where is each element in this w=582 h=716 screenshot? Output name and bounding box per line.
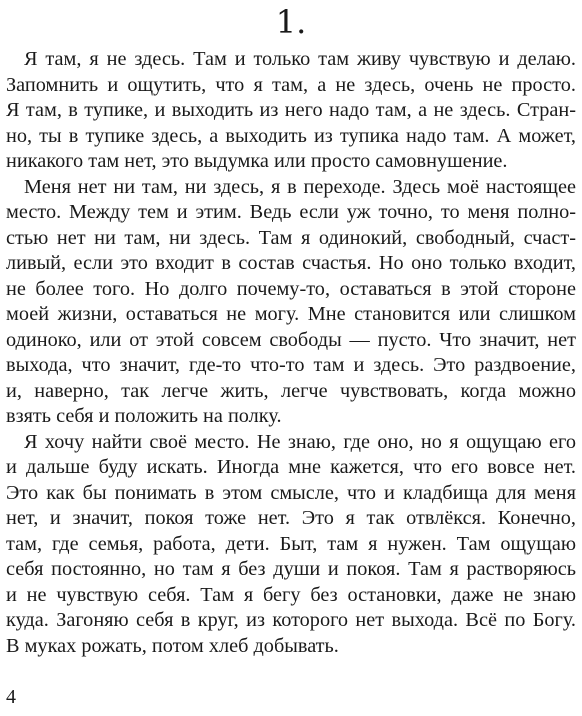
text-line: никакого там нет, это выдумка или просто самовнушение.	[6, 150, 508, 172]
text-line: и дальше буду искать. Иногда мне кажется, что его вовсе нет.	[6, 456, 576, 478]
text-line: выхода, что значит, где-то что-то там и здесь. Это раздвоение,	[6, 354, 576, 376]
text-line: и, наверно, так легче жить, легче чувствовать, когда можно	[6, 379, 576, 402]
text-line: взять себя и положить на полку.	[6, 405, 282, 427]
chapter-number: 1.	[275, 3, 307, 41]
text-line: но, ты в тупике здесь, а выходить из тупика надо там. А может,	[6, 124, 576, 147]
text-line: и не чувствую себя. Там я бегу без остановки, даже не знаю	[6, 583, 576, 606]
text-line: ливый, если это входит в состав счастья. Но оно только входит,	[6, 252, 576, 274]
text-line: место. Между тем и этим. Ведь если уж точно, то меня полно-	[6, 201, 576, 223]
text-line: Я там, в тупике, и выходить из него надо там, а не здесь. Стран-	[6, 99, 576, 121]
text-line: стью нет ни там, ни здесь. Там я одинокий, свободный, счаст-	[6, 226, 576, 249]
text-line: В муках рожать, потом хлеб добывать.	[6, 634, 339, 657]
text-line: Я там, я не здесь. Там и только там живу чувствую и делаю.	[24, 48, 576, 70]
text-line: Запомнить и ощутить, что я там, а не здесь, очень не просто.	[6, 73, 576, 96]
text-line: нет, и значит, покоя тоже нет. Это я так отвлёкся. Конечно,	[6, 507, 576, 529]
text-line: Я хочу найти своё место. Не знаю, где оно, но я ощущаю его	[24, 430, 576, 453]
paragraph-3	[6, 430, 576, 660]
body-text	[6, 47, 576, 659]
paragraph-1	[6, 47, 576, 175]
text-line: себя постоянно, но там я без души и покоя. Там я растворяюсь	[6, 558, 576, 580]
paragraph-2	[6, 175, 576, 430]
text-line: не более того. Но долго почему-то, оставаться в этой стороне	[6, 277, 576, 300]
text-line: одиноко, или от этой совсем свободы — пусто. Что значит, нет	[6, 328, 576, 351]
text-line: Это как бы понимать в этом смысле, что и кладбища для меня	[6, 481, 576, 504]
page-number: 4	[6, 686, 16, 708]
text-line: Меня нет ни там, ни здесь, я в переходе. Здесь моё настоящее	[24, 175, 576, 198]
text-line: куда. Загоняю себя в круг, из которого нет выхода. Всё по Богу.	[6, 609, 576, 631]
text-line: там, где семья, работа, дети. Быт, там я нужен. Там ощущаю	[6, 532, 576, 555]
text-line: моей жизни, оставаться не могу. Мне становится или слишком	[6, 303, 576, 325]
